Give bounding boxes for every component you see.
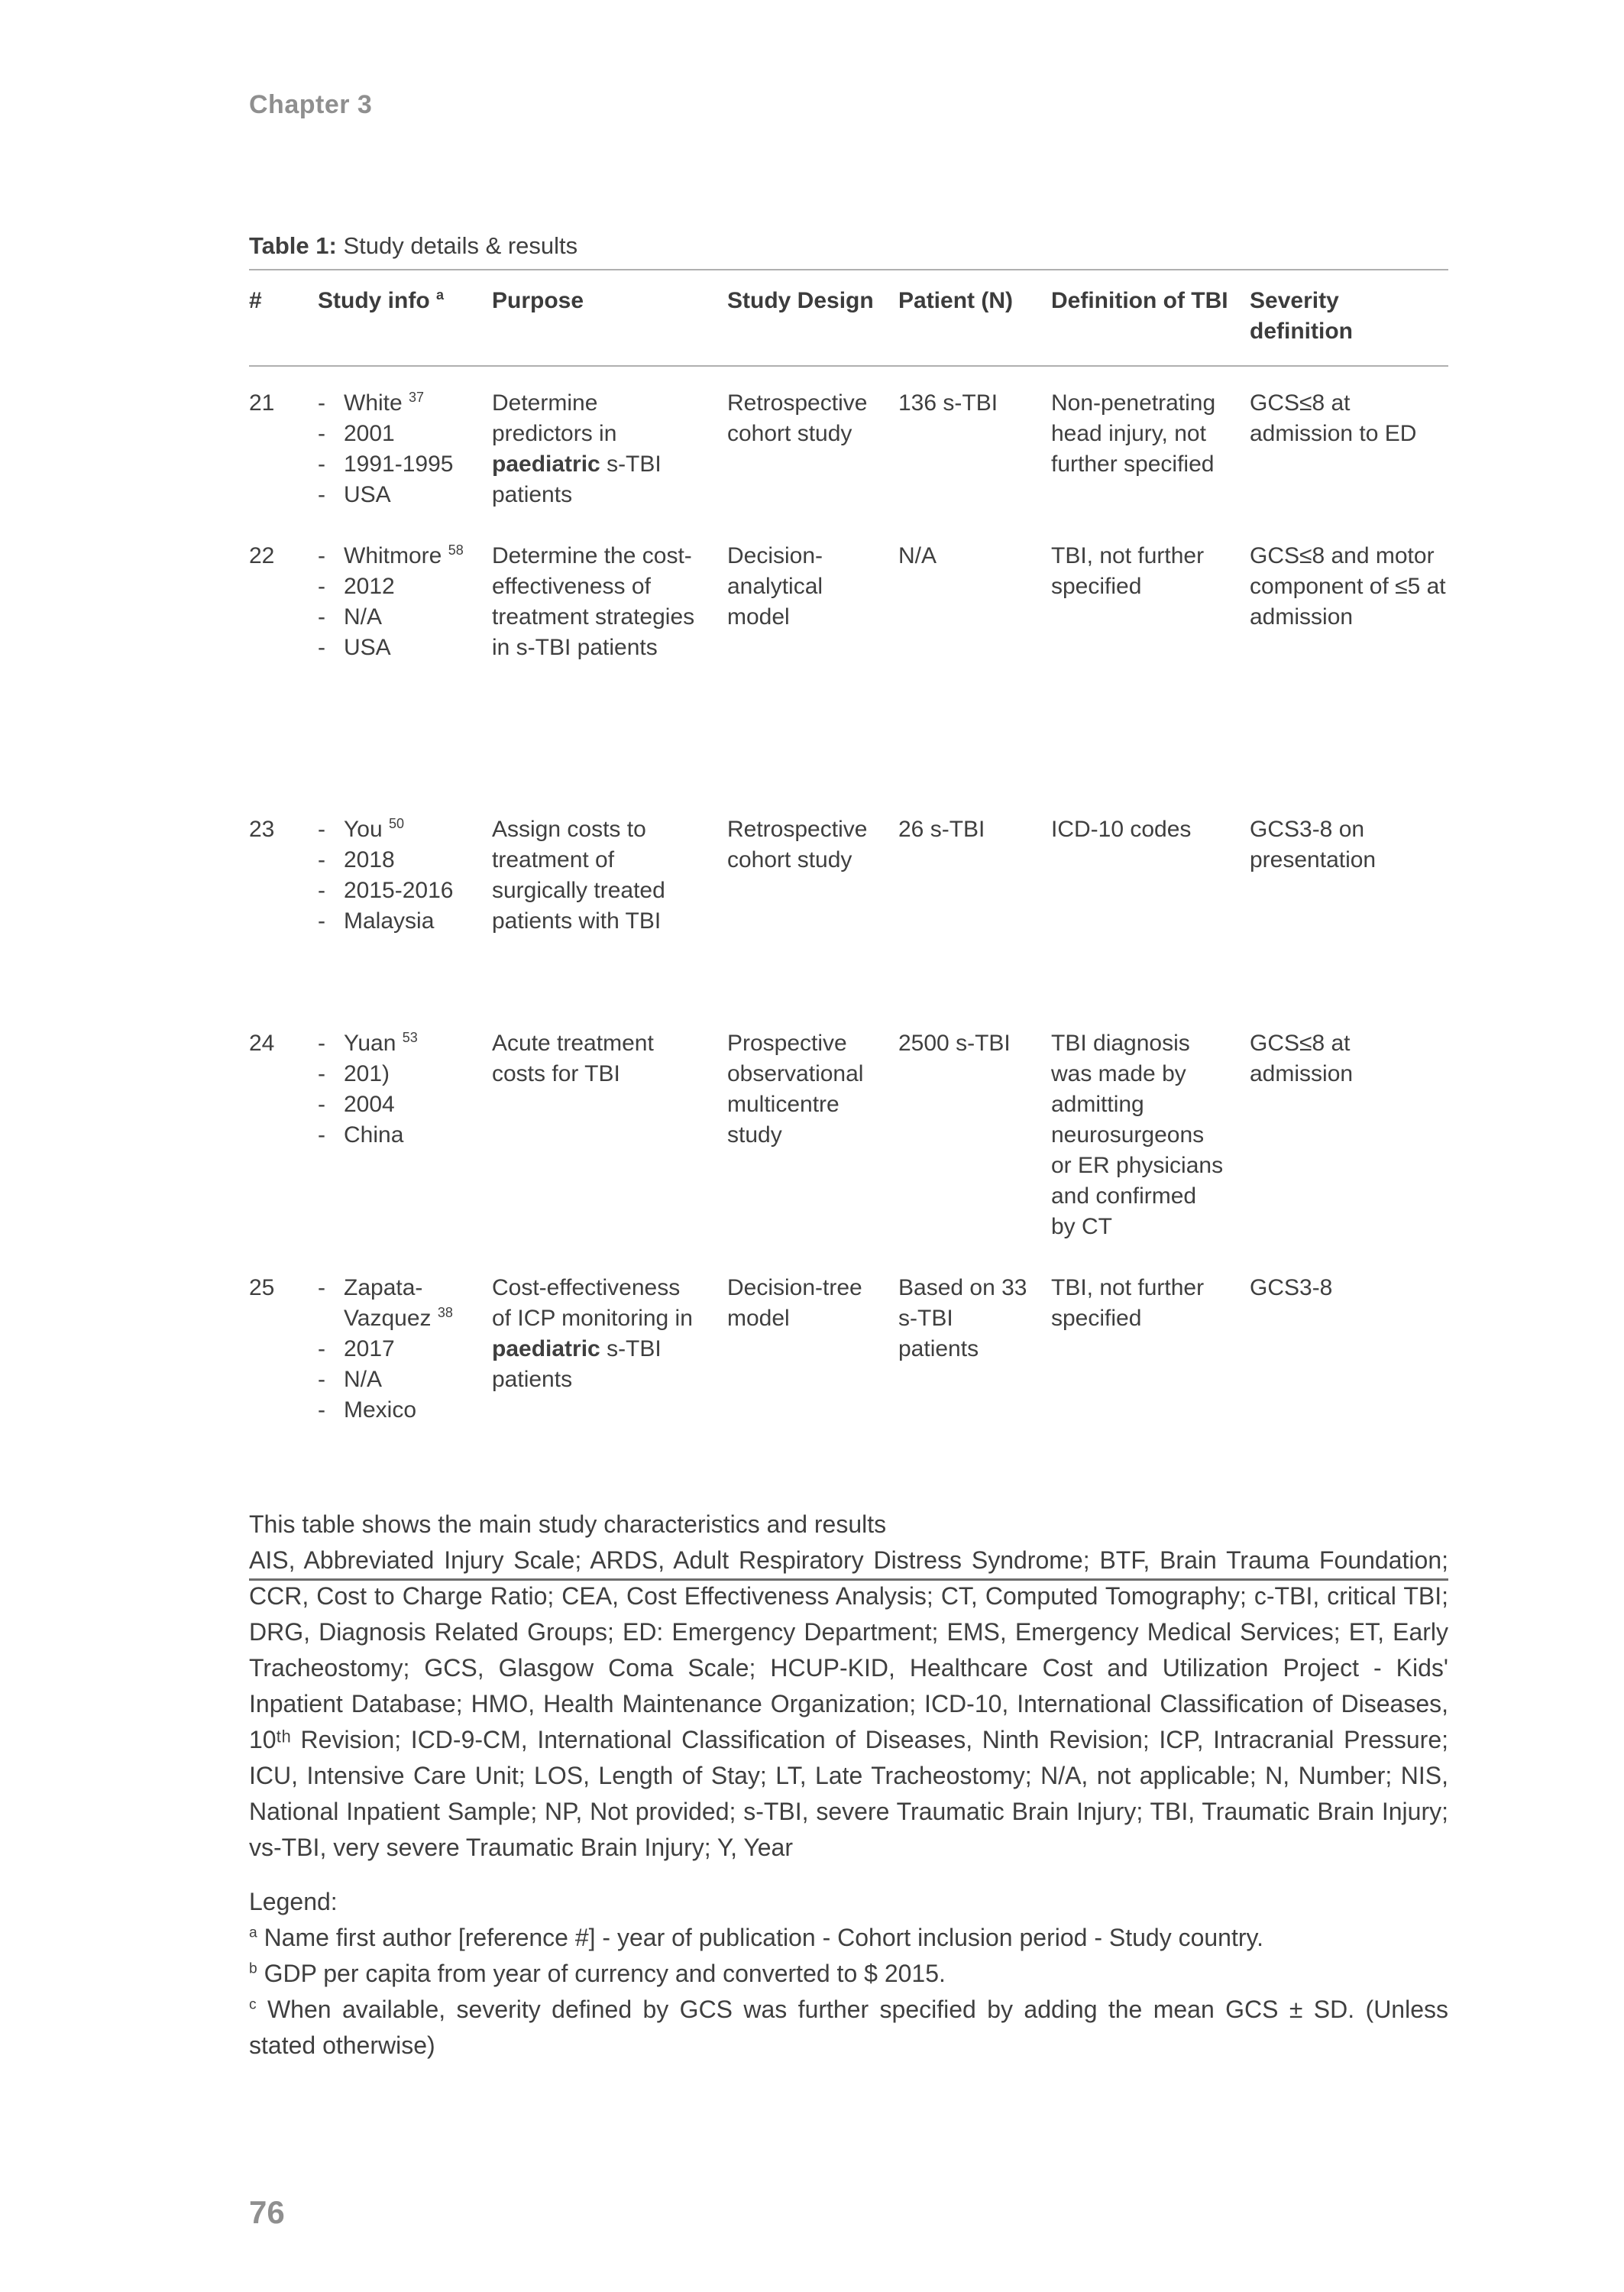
- cell-definition-tbi: TBI, not further specified: [1051, 1275, 1205, 1331]
- bullet-dash: -: [318, 574, 325, 599]
- cell-definition-tbi: ICD-10 codes: [1051, 817, 1192, 842]
- cell-number: 23: [249, 817, 275, 842]
- cell-study-design: Retrospective cohort study: [727, 390, 868, 446]
- column-header: Study Design: [727, 270, 898, 366]
- bullet-dash: -: [318, 1122, 325, 1148]
- cell-study-info: [318, 520, 492, 793]
- cell-patients: 2500 s-TBI: [898, 1031, 1011, 1056]
- study-info-item: - 2012: [318, 571, 469, 602]
- cell-study-info: [318, 1007, 492, 1251]
- page-number: 76: [249, 2194, 285, 2230]
- study-info-item: - 2001: [318, 419, 469, 449]
- bullet-dash: -: [318, 1061, 325, 1086]
- study-info-item: - China: [318, 1120, 469, 1151]
- bullet-dash: -: [318, 1092, 325, 1117]
- legend-sup-a: a: [249, 1925, 257, 1941]
- study-info-item: - You $^{50}$: [318, 814, 469, 845]
- column-header: Purpose: [492, 270, 727, 366]
- legend-item-a: [249, 1920, 1448, 1956]
- table-row: [249, 366, 1448, 520]
- study-info-item: - 2004: [318, 1089, 469, 1120]
- study-info-item: - Zapata-Vazquez $^{38}$: [318, 1273, 469, 1334]
- cell-study-info: [318, 793, 492, 1007]
- bullet-dash: -: [318, 1367, 325, 1392]
- bullet-dash: -: [318, 543, 325, 568]
- legend-sup-b: b: [249, 1960, 257, 1977]
- column-header: Definition of TBI: [1051, 270, 1250, 366]
- study-info-item: - 1991-1995: [318, 449, 469, 480]
- notes-intro: This table shows the main study characteristics and results: [249, 1510, 887, 1538]
- table-row: [249, 1007, 1448, 1251]
- notes-abbreviations: AIS, Abbreviated Injury Scale; ARDS, Adult Respiratory Distress Syndrome; BTF, Brain Trauma Foundation; CCR, Cost to Charge Ratio; CEA, Cost Effectiveness Analysis; CT, Computed Tomography; c-TBI, critical TBI; DRG, Diagnosis Related Groups; ED: Emergency Department; EMS, Emergency Medical Services; ET, Early Tracheostomy; GCS, Glasgow Coma Scale; HCUP-KID, Healthcare Cost and Utilization Project - Kids' Inpatient Database; HMO, Health Maintenance Organization; ICD-10, International Classification of Diseases, 10ᵗʰ Revision; ICD-9-CM, International Classification of Diseases, Ninth Revision; ICP, Intracranial Pressure; ICU, Intensive Care Unit; LOS, Length of Stay; LT, Late Tracheostomy; N/A, not applicable; N, Number; NIS, National Inpatient Sample; NP, Not provided; s-TBI, severe Traumatic Brain Injury; TBI, Traumatic Brain Injury; vs-TBI, very severe Traumatic Brain Injury; Y, Year: [249, 1546, 1448, 1861]
- cell-study-design: Decision-tree model: [727, 1275, 862, 1331]
- bullet-dash: -: [318, 817, 325, 842]
- table-row: [249, 520, 1448, 793]
- cell-patients: 136 s-TBI: [898, 390, 998, 416]
- legend-item-c: [249, 1992, 1448, 2064]
- study-info-item: - Yuan $^{53}$: [318, 1028, 469, 1059]
- cell-purpose: Determine predictors in paediatric s-TBI patients: [492, 390, 662, 507]
- legend-item-b: [249, 1956, 1448, 1992]
- table-notes: [249, 1507, 1448, 2064]
- cell-severity-definition: GCS3-8: [1250, 1275, 1333, 1300]
- cell-severity-definition: GCS3-8 on presentation: [1250, 817, 1377, 872]
- cell-purpose: Cost-effectiveness of ICP monitoring in paediatric s-TBI patients: [492, 1275, 693, 1392]
- cell-number: 24: [249, 1031, 275, 1056]
- cell-patients: 26 s-TBI: [898, 817, 985, 842]
- bullet-dash: -: [318, 482, 325, 507]
- study-info-item: - USA: [318, 633, 469, 663]
- chapter-heading: Chapter 3: [249, 90, 373, 119]
- column-header: Study info $^a$: [318, 270, 492, 366]
- bullet-dash: -: [318, 847, 325, 872]
- study-info-item: - 2015-2016: [318, 876, 469, 906]
- study-info-item: - USA: [318, 480, 469, 510]
- column-header: Severity definition: [1250, 270, 1448, 366]
- study-info-item: - 2017: [318, 1334, 469, 1365]
- study-info-item: - Malaysia: [318, 906, 469, 937]
- cell-definition-tbi: TBI, not further specified: [1051, 543, 1205, 599]
- column-header: Patient (N): [898, 270, 1051, 366]
- cell-number: 21: [249, 390, 275, 416]
- cell-study-design: Retrospective cohort study: [727, 817, 868, 872]
- cell-number: 22: [249, 543, 275, 568]
- bullet-dash: -: [318, 908, 325, 934]
- cell-purpose: Determine the cost-effectiveness of treatment strategies in s-TBI patients: [492, 543, 695, 660]
- cell-definition-tbi: TBI diagnosis was made by admitting neurosurgeons or ER physicians and confirmed by CT: [1051, 1031, 1224, 1239]
- study-info-item: - N/A: [318, 602, 469, 633]
- bullet-dash: -: [318, 1397, 325, 1423]
- bullet-dash: -: [318, 1275, 325, 1300]
- legend-text-b: GDP per capita from year of currency and converted to $ 2015.: [257, 1960, 946, 1987]
- bullet-dash: -: [318, 635, 325, 660]
- bullet-dash: -: [318, 1336, 325, 1361]
- table-header-row: [249, 270, 1448, 366]
- cell-patients: N/A: [898, 543, 937, 568]
- cell-study-design: Prospective observational multicentre study: [727, 1031, 864, 1148]
- table-caption-text: Study details & results: [336, 232, 578, 259]
- legend-text-a: Name first author [reference #] - year of publication - Cohort inclusion period - Study country.: [257, 1924, 1264, 1951]
- study-info-item: - 201): [318, 1059, 469, 1089]
- study-info-item: - N/A: [318, 1365, 469, 1395]
- study-info-item: - Whitmore $^{58}$: [318, 541, 469, 571]
- table-row: [249, 793, 1448, 1007]
- cell-study-info: [318, 366, 492, 520]
- legend-text-c: When available, severity defined by GCS was further specified by adding the mean GCS ± SD. (Unless stated otherwise): [249, 1996, 1448, 2059]
- study-info-item: - Mexico: [318, 1395, 469, 1426]
- bullet-dash: -: [318, 452, 325, 477]
- bullet-dash: -: [318, 878, 325, 903]
- cell-severity-definition: GCS≤8 and motor component of ≤5 at admission: [1250, 543, 1446, 630]
- legend-sup-c: c: [249, 1996, 257, 2013]
- study-info-item: - White $^{37}$: [318, 388, 469, 419]
- cell-study-design: Decision-analytical model: [727, 543, 823, 630]
- cell-severity-definition: GCS≤8 at admission to ED: [1250, 390, 1417, 446]
- table-caption-label: Table 1:: [249, 232, 337, 259]
- bullet-dash: -: [318, 390, 325, 416]
- cell-definition-tbi: Non-penetrating head injury, not further specified: [1051, 390, 1216, 477]
- study-info-item: - 2018: [318, 845, 469, 876]
- study-table: [249, 269, 1448, 1581]
- cell-purpose: Acute treatment costs for TBI: [492, 1031, 654, 1086]
- cell-purpose: Assign costs to treatment of surgically treated patients with TBI: [492, 817, 665, 934]
- table-caption: [249, 231, 577, 261]
- column-header: #: [249, 270, 318, 366]
- bullet-dash: -: [318, 421, 325, 446]
- cell-severity-definition: GCS≤8 at admission: [1250, 1031, 1354, 1086]
- legend-title: Legend:: [249, 1888, 338, 1915]
- bullet-dash: -: [318, 604, 325, 630]
- bullet-dash: -: [318, 1031, 325, 1056]
- cell-patients: Based on 33 s-TBI patients: [898, 1275, 1027, 1361]
- cell-number: 25: [249, 1275, 275, 1300]
